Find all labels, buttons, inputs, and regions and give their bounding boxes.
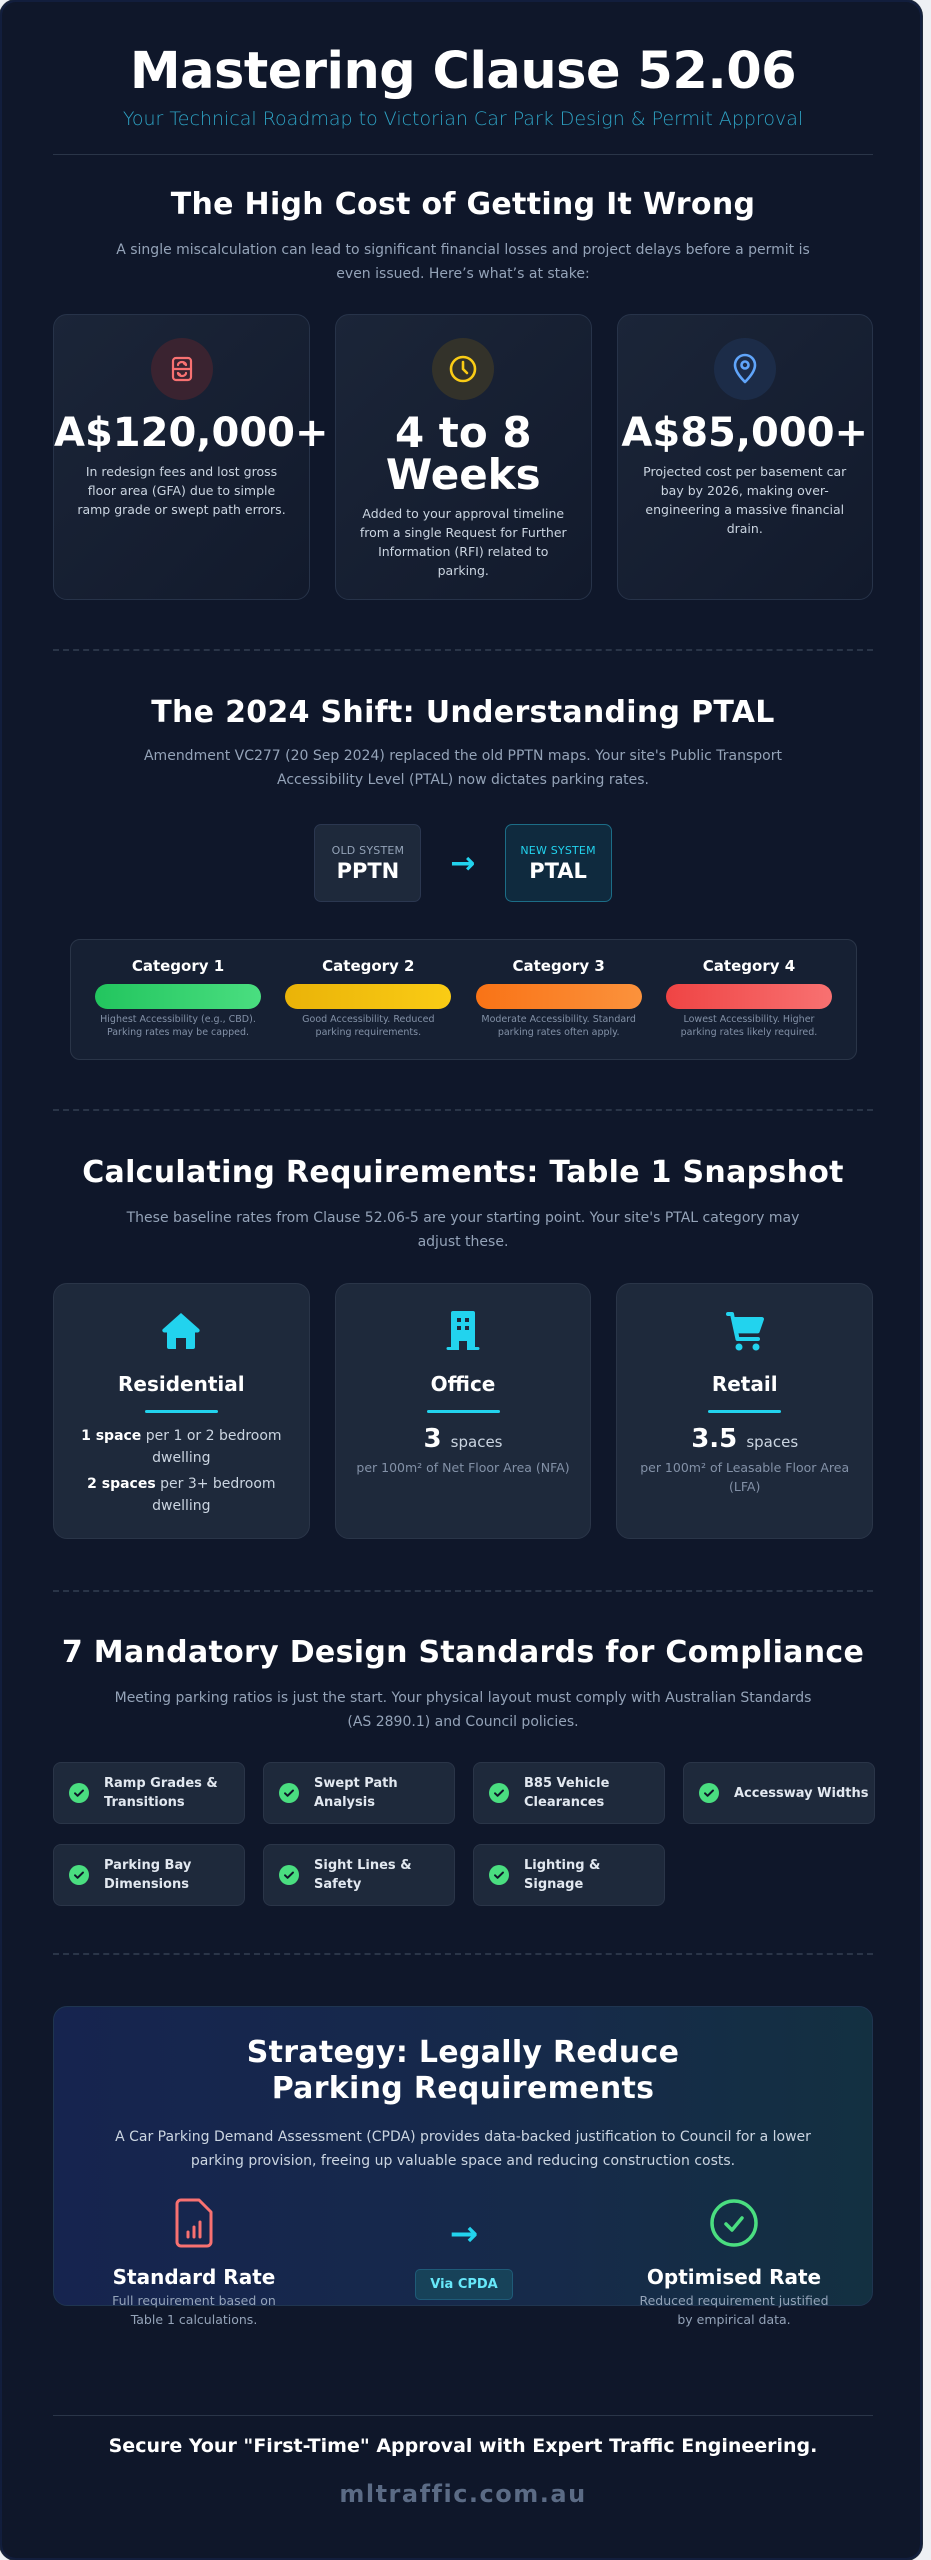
cpda-step	[394, 2197, 534, 2300]
strategy-title: Strategy: Legally Reduce Parking Requirements	[246, 2035, 680, 2106]
ptal-section-title: The 2024 Shift: Understanding PTAL	[151, 695, 775, 730]
new-system-box	[505, 824, 612, 902]
cost-description: In redesign fees and lost gross floor area (GFA) due to simple ramp grade or swept path errors.	[77, 464, 286, 517]
arrow-right-icon: →	[449, 2214, 479, 2254]
page-title: Mastering Clause 52.06	[129, 42, 797, 101]
delay-description: Added to your approval timeline from a single Request for Further Information (RFI) related to parking.	[359, 506, 567, 578]
category-description: Good Accessibility. Reduced parking requirements.	[302, 1014, 435, 1038]
car-bay-description: Projected cost per basement car bay by 2026, making over-engineering a massive financial drain.	[643, 464, 847, 536]
footer-cta: Secure Your "First-Time" Approval with Expert Traffic Engineering.	[108, 2435, 818, 2457]
residential-rate-1: 1 space per 1 or 2 bedroom dwelling	[81, 1428, 282, 1466]
page-subtitle: Your Technical Roadmap to Victorian Car Park Design & Permit Approval	[122, 108, 804, 130]
delay-value: 4 to 8 Weeks	[385, 408, 541, 499]
rate-card-title: Office	[430, 1372, 496, 1396]
rate-cards	[53, 1283, 873, 1539]
standard-item	[473, 1762, 665, 1824]
category-title: Category 2	[322, 957, 415, 975]
strategy-flow	[54, 2197, 874, 2329]
standard-label: Parking Bay Dimensions	[104, 1858, 192, 1892]
ptal-categories	[70, 939, 857, 1060]
old-system-box	[314, 824, 421, 902]
section-divider	[53, 1109, 873, 1111]
retail-rate: 3.5 spaces	[691, 1424, 799, 1454]
category-description: Moderate Accessibility. Standard parking rates often apply.	[481, 1014, 636, 1038]
ptal-category-4	[666, 940, 832, 1059]
standard-item	[473, 1844, 665, 1906]
standard-label: Accessway Widths	[734, 1785, 869, 1801]
category-title: Category 4	[702, 957, 796, 975]
standards-list	[53, 1762, 873, 1906]
optimised-rate-title: Optimised Rate	[646, 2265, 822, 2289]
standard-rate	[94, 2197, 294, 2329]
check-circle-icon	[279, 1865, 299, 1885]
check-circle-icon	[489, 1783, 509, 1803]
cost-section-lead: A single miscalculation can lead to significant financial losses and project delays before a permit is even issued. Here’s what’s at stake:	[116, 242, 810, 282]
category-description: Highest Accessibility (e.g., CBD). Parking rates may be capped.	[100, 1014, 256, 1038]
category-color-bar	[95, 984, 261, 1009]
rate-card-title: Residential	[118, 1372, 245, 1396]
old-system-name: PPTN	[336, 858, 400, 883]
new-system-label: NEW SYSTEM	[520, 843, 596, 857]
accent-underline	[708, 1410, 781, 1413]
optimised-rate-description: Reduced requirement justified by empirical data.	[639, 2293, 829, 2327]
strategy-lead: A Car Parking Demand Assessment (CPDA) provides data-backed justification to Council for a lower parking provision, freeing up valuable space and reducing construction costs.	[115, 2129, 811, 2169]
office-rate: 3 spaces	[423, 1424, 503, 1454]
standard-label: Swept Path Analysis	[314, 1776, 398, 1810]
rate-card-title: Retail	[711, 1372, 778, 1396]
category-color-bar	[476, 984, 642, 1009]
table-section-lead: These baseline rates from Clause 52.06-5 are your starting point. Your site's PTAL category may adjust these.	[126, 1210, 800, 1250]
table-section-title: Calculating Requirements: Table 1 Snapshot	[82, 1155, 844, 1190]
optimised-rate	[634, 2197, 834, 2329]
section-divider	[53, 1590, 873, 1592]
table-section-header	[53, 1154, 873, 1254]
ptal-category-2	[285, 940, 451, 1059]
standard-item	[683, 1762, 875, 1824]
footer-website-link[interactable]: mltraffic.com.au	[339, 2480, 587, 2508]
office-rate-basis: per 100m² of Net Floor Area (NFA)	[356, 1460, 570, 1475]
standard-label: Sight Lines & Safety	[314, 1858, 412, 1892]
strategy-panel	[53, 2006, 873, 2327]
ptal-section-lead: Amendment VC277 (20 Sep 2024) replaced the old PPTN maps. Your site's Public Transport Accessibility Level (PTAL) now dictates parking rates.	[143, 748, 782, 788]
office-building-icon	[446, 1310, 480, 1352]
ptal-section	[53, 2, 873, 1072]
system-comparison	[53, 824, 873, 902]
rate-card-office	[335, 1283, 592, 1539]
ptal-category-1	[95, 940, 261, 1059]
standard-item	[53, 1844, 245, 1906]
check-circle-icon	[279, 1783, 299, 1803]
standard-item	[263, 1762, 455, 1824]
house-icon	[160, 1310, 202, 1352]
category-description: Lowest Accessibility. Higher parking rates likely required.	[680, 1014, 818, 1038]
new-system-name: PTAL	[529, 858, 587, 883]
section-divider	[53, 1953, 873, 1955]
standard-label: Lighting & Signage	[524, 1858, 601, 1892]
cost-section-title: The High Cost of Getting It Wrong	[170, 187, 756, 222]
shopping-cart-icon	[724, 1310, 766, 1352]
category-color-bar	[285, 984, 451, 1009]
standards-section-title: 7 Mandatory Design Standards for Compliance	[61, 1635, 865, 1670]
standard-rate-title: Standard Rate	[112, 2265, 276, 2289]
footer-divider	[53, 2415, 873, 2416]
cost-value: A$120,000+	[54, 410, 329, 456]
rate-card-residential	[53, 1283, 310, 1539]
document-chart-icon	[173, 2197, 215, 2249]
accent-underline	[427, 1410, 500, 1413]
residential-rate-2: 2 spaces per 3+ bedroom dwelling	[87, 1476, 276, 1514]
accent-underline	[145, 1410, 218, 1413]
retail-rate-basis: per 100m² of Leasable Floor Area (LFA)	[640, 1460, 850, 1494]
check-circle-outline-icon	[708, 2197, 760, 2249]
standard-rate-description: Full requirement based on Table 1 calculations.	[112, 2293, 276, 2327]
category-title: Category 3	[512, 957, 605, 975]
standard-label: B85 Vehicle Clearances	[524, 1776, 610, 1810]
ptal-category-3	[476, 940, 642, 1059]
old-system-label: OLD SYSTEM	[331, 843, 405, 857]
standards-section-lead: Meeting parking ratios is just the start. Your physical layout must comply with Australian Standards (AS 2890.1) and Council policies.	[114, 1690, 812, 1730]
standard-item	[263, 1844, 455, 1906]
car-bay-value: A$85,000+	[621, 410, 869, 456]
standards-section-header	[53, 1634, 873, 1734]
standard-item	[53, 1762, 245, 1824]
standard-label: Ramp Grades & Transitions	[104, 1776, 218, 1810]
check-circle-icon	[69, 1865, 89, 1885]
rate-card-retail	[616, 1283, 873, 1539]
check-circle-icon	[699, 1783, 719, 1803]
category-color-bar	[666, 984, 832, 1009]
via-cpda-badge: Via CPDA	[415, 2269, 513, 2300]
check-circle-icon	[69, 1783, 89, 1803]
arrow-right-icon: →	[450, 845, 476, 881]
category-title: Category 1	[131, 957, 225, 975]
check-circle-icon	[489, 1865, 509, 1885]
